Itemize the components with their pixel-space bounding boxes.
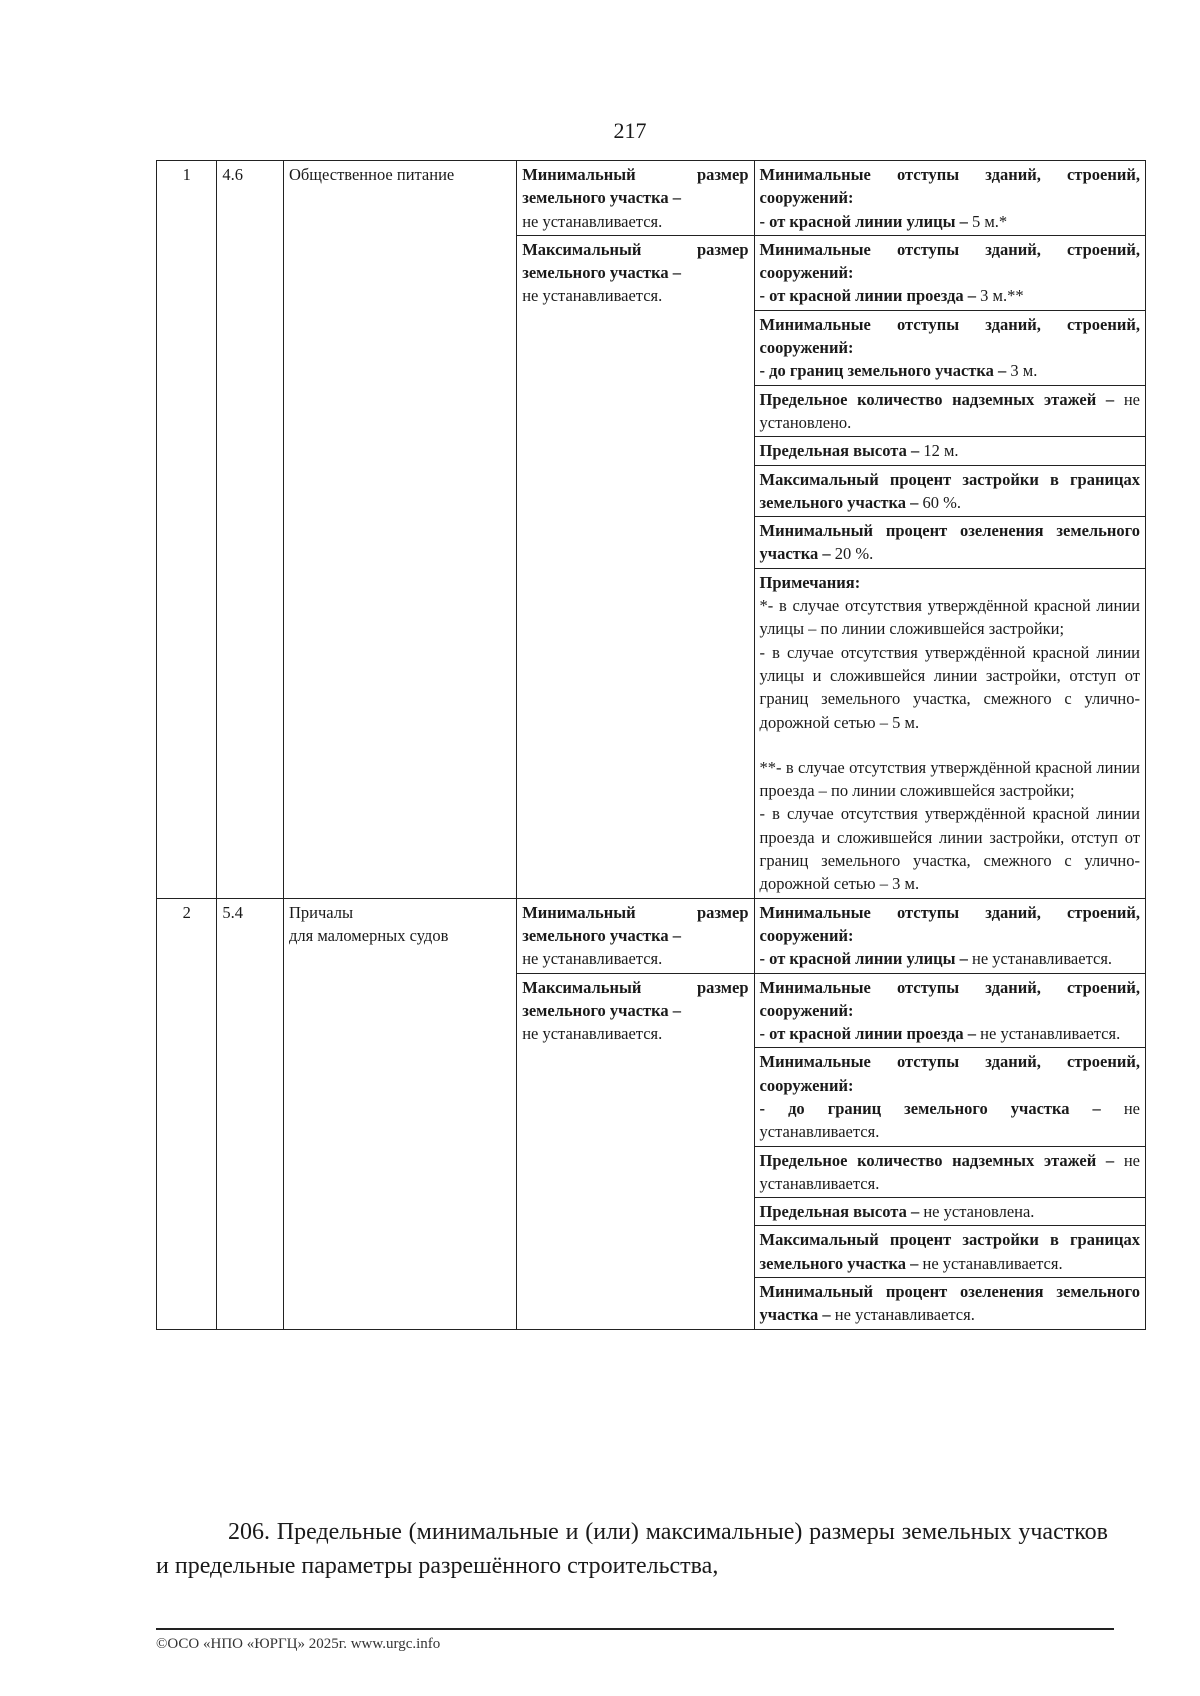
param-value: не устанавливается. (922, 1253, 1063, 1273)
param-cell (754, 465, 1145, 517)
param-title: Минимальные отступы зданий, строений, сооружений: (759, 1052, 1140, 1095)
param-value: не установлена. (923, 1202, 1035, 1222)
row-number-cell: 1 (157, 161, 217, 899)
param-value: не устанавливается. (759, 1150, 1140, 1193)
table-row (157, 161, 1146, 236)
param-cell (754, 235, 1145, 310)
note-text: - в случае отсутствия утверждённой красной линии проезда и сложившейся линии застройки, отступ от границ земельного участка, смежного с улично-дорожной сетью – 3 м. (759, 804, 1140, 894)
min-size-title: Минимальный размер земельного участка – (522, 165, 749, 208)
min-size-value: не устанавливается. (522, 211, 663, 231)
param-cell (754, 1226, 1145, 1278)
zoning-parameters-table (156, 160, 1146, 1330)
max-size-cell (517, 973, 754, 1329)
param-title: Минимальные отступы зданий, строений, сооружений: (759, 902, 1140, 945)
note-text: *- в случае отсутствия утверждённой красной линии улицы – по линии сложившейся застройки; (759, 596, 1140, 639)
use-code-cell: 4.6 (217, 161, 284, 899)
param-title: Минимальные отступы зданий, строений, сооружений: (759, 165, 1140, 208)
max-size-cell (517, 235, 754, 898)
param-title: Предельная высота – (759, 1202, 920, 1222)
param-value: не устанавливается. (759, 1098, 1140, 1142)
min-size-cell (517, 161, 754, 236)
param-value: не устанавливается. (980, 1024, 1121, 1044)
row-number-cell: 2 (157, 898, 217, 1329)
param-value: не устанавливается. (834, 1305, 975, 1325)
param-subline: - от красной линии улицы – (759, 949, 968, 969)
param-title: Минимальные отступы зданий, строений, сооружений: (759, 314, 1140, 358)
min-size-cell (517, 898, 754, 973)
use-name-line: Причалы (289, 902, 354, 922)
param-subline: - до границ земельного участка – (759, 361, 1007, 381)
note-spacer (760, 734, 1140, 756)
param-cell (754, 973, 1145, 1048)
min-size-value: не устанавливается. (522, 949, 663, 969)
min-size-title: Минимальный размер земельного участка – (522, 902, 749, 945)
param-value: 60 %. (922, 492, 962, 512)
param-value: не установлено. (759, 389, 1140, 432)
note-text: **- в случае отсутствия утверждённой красной линии проезда – по линии сложившейся застройки; (759, 757, 1140, 801)
notes-title: Примечания: (759, 572, 861, 592)
footer-divider (156, 1628, 1114, 1630)
param-value: 3 м.** (980, 286, 1024, 306)
param-subline: - до границ земельного участка – (759, 1098, 1101, 1118)
param-cell (754, 310, 1145, 385)
param-title: Минимальные отступы зданий, строений, сооружений: (759, 239, 1140, 283)
footer-text: ©ОСО «НПО «ЮРГЦ» 2025г. www.urgc.info (156, 1636, 441, 1652)
use-code-cell: 5.4 (217, 898, 284, 1329)
param-title: Минимальный процент озеленения земельного участка – (759, 521, 1140, 564)
param-cell (754, 517, 1145, 569)
max-size-value: не устанавливается. (522, 1024, 663, 1044)
param-value: 3 м. (1010, 361, 1038, 381)
table-row (157, 898, 1146, 973)
param-cell (754, 385, 1145, 437)
param-title: Минимальный процент озеленения земельного участка – (759, 1282, 1140, 1325)
max-size-title: Максимальный размер земельного участка – (522, 239, 749, 283)
use-name-cell: Общественное питание (284, 161, 517, 899)
max-size-value: не устанавливается. (522, 286, 663, 306)
param-title: Предельное количество надземных этажей – (759, 389, 1115, 409)
param-cell (754, 1198, 1145, 1226)
param-subline: - от красной линии улицы – (759, 211, 968, 231)
param-title: Предельная высота – (759, 441, 920, 461)
param-value: 20 %. (834, 544, 874, 564)
page-number: 217 (613, 118, 647, 143)
paragraph-text: 206. Предельные (минимальные и (или) максимальные) размеры земельных участков и предельные параметры разрешённого строительства, (156, 1519, 1108, 1579)
use-name-line: для маломерных судов (289, 925, 449, 945)
param-cell (754, 898, 1145, 973)
param-title: Максимальный процент застройки в границах земельного участка – (759, 469, 1140, 512)
param-cell (754, 1048, 1145, 1146)
param-value: не устанавливается. (971, 949, 1113, 969)
max-size-title: Максимальный размер земельного участка – (522, 977, 749, 1020)
param-cell (754, 1146, 1145, 1198)
param-subline: - от красной линии проезда – (759, 286, 977, 306)
param-title: Минимальные отступы зданий, строений, сооружений: (759, 977, 1140, 1020)
param-subline: - от красной линии проезда – (759, 1024, 977, 1044)
param-value: 12 м. (923, 441, 959, 461)
param-cell (754, 437, 1145, 465)
param-title: Предельное количество надземных этажей – (759, 1150, 1115, 1170)
param-cell (754, 1278, 1145, 1330)
param-cell (754, 161, 1145, 236)
body-paragraph (156, 1515, 1108, 1583)
param-title: Максимальный процент застройки в границах земельного участка – (759, 1230, 1140, 1273)
note-text: - в случае отсутствия утверждённой красной линии улицы и сложившейся линии застройки, отступ от границ земельного участка, смежного с улично-дорожной сетью – 5 м. (759, 642, 1140, 732)
notes-cell (754, 568, 1145, 898)
use-name-cell (284, 898, 517, 1329)
param-value: 5 м.* (971, 211, 1008, 231)
